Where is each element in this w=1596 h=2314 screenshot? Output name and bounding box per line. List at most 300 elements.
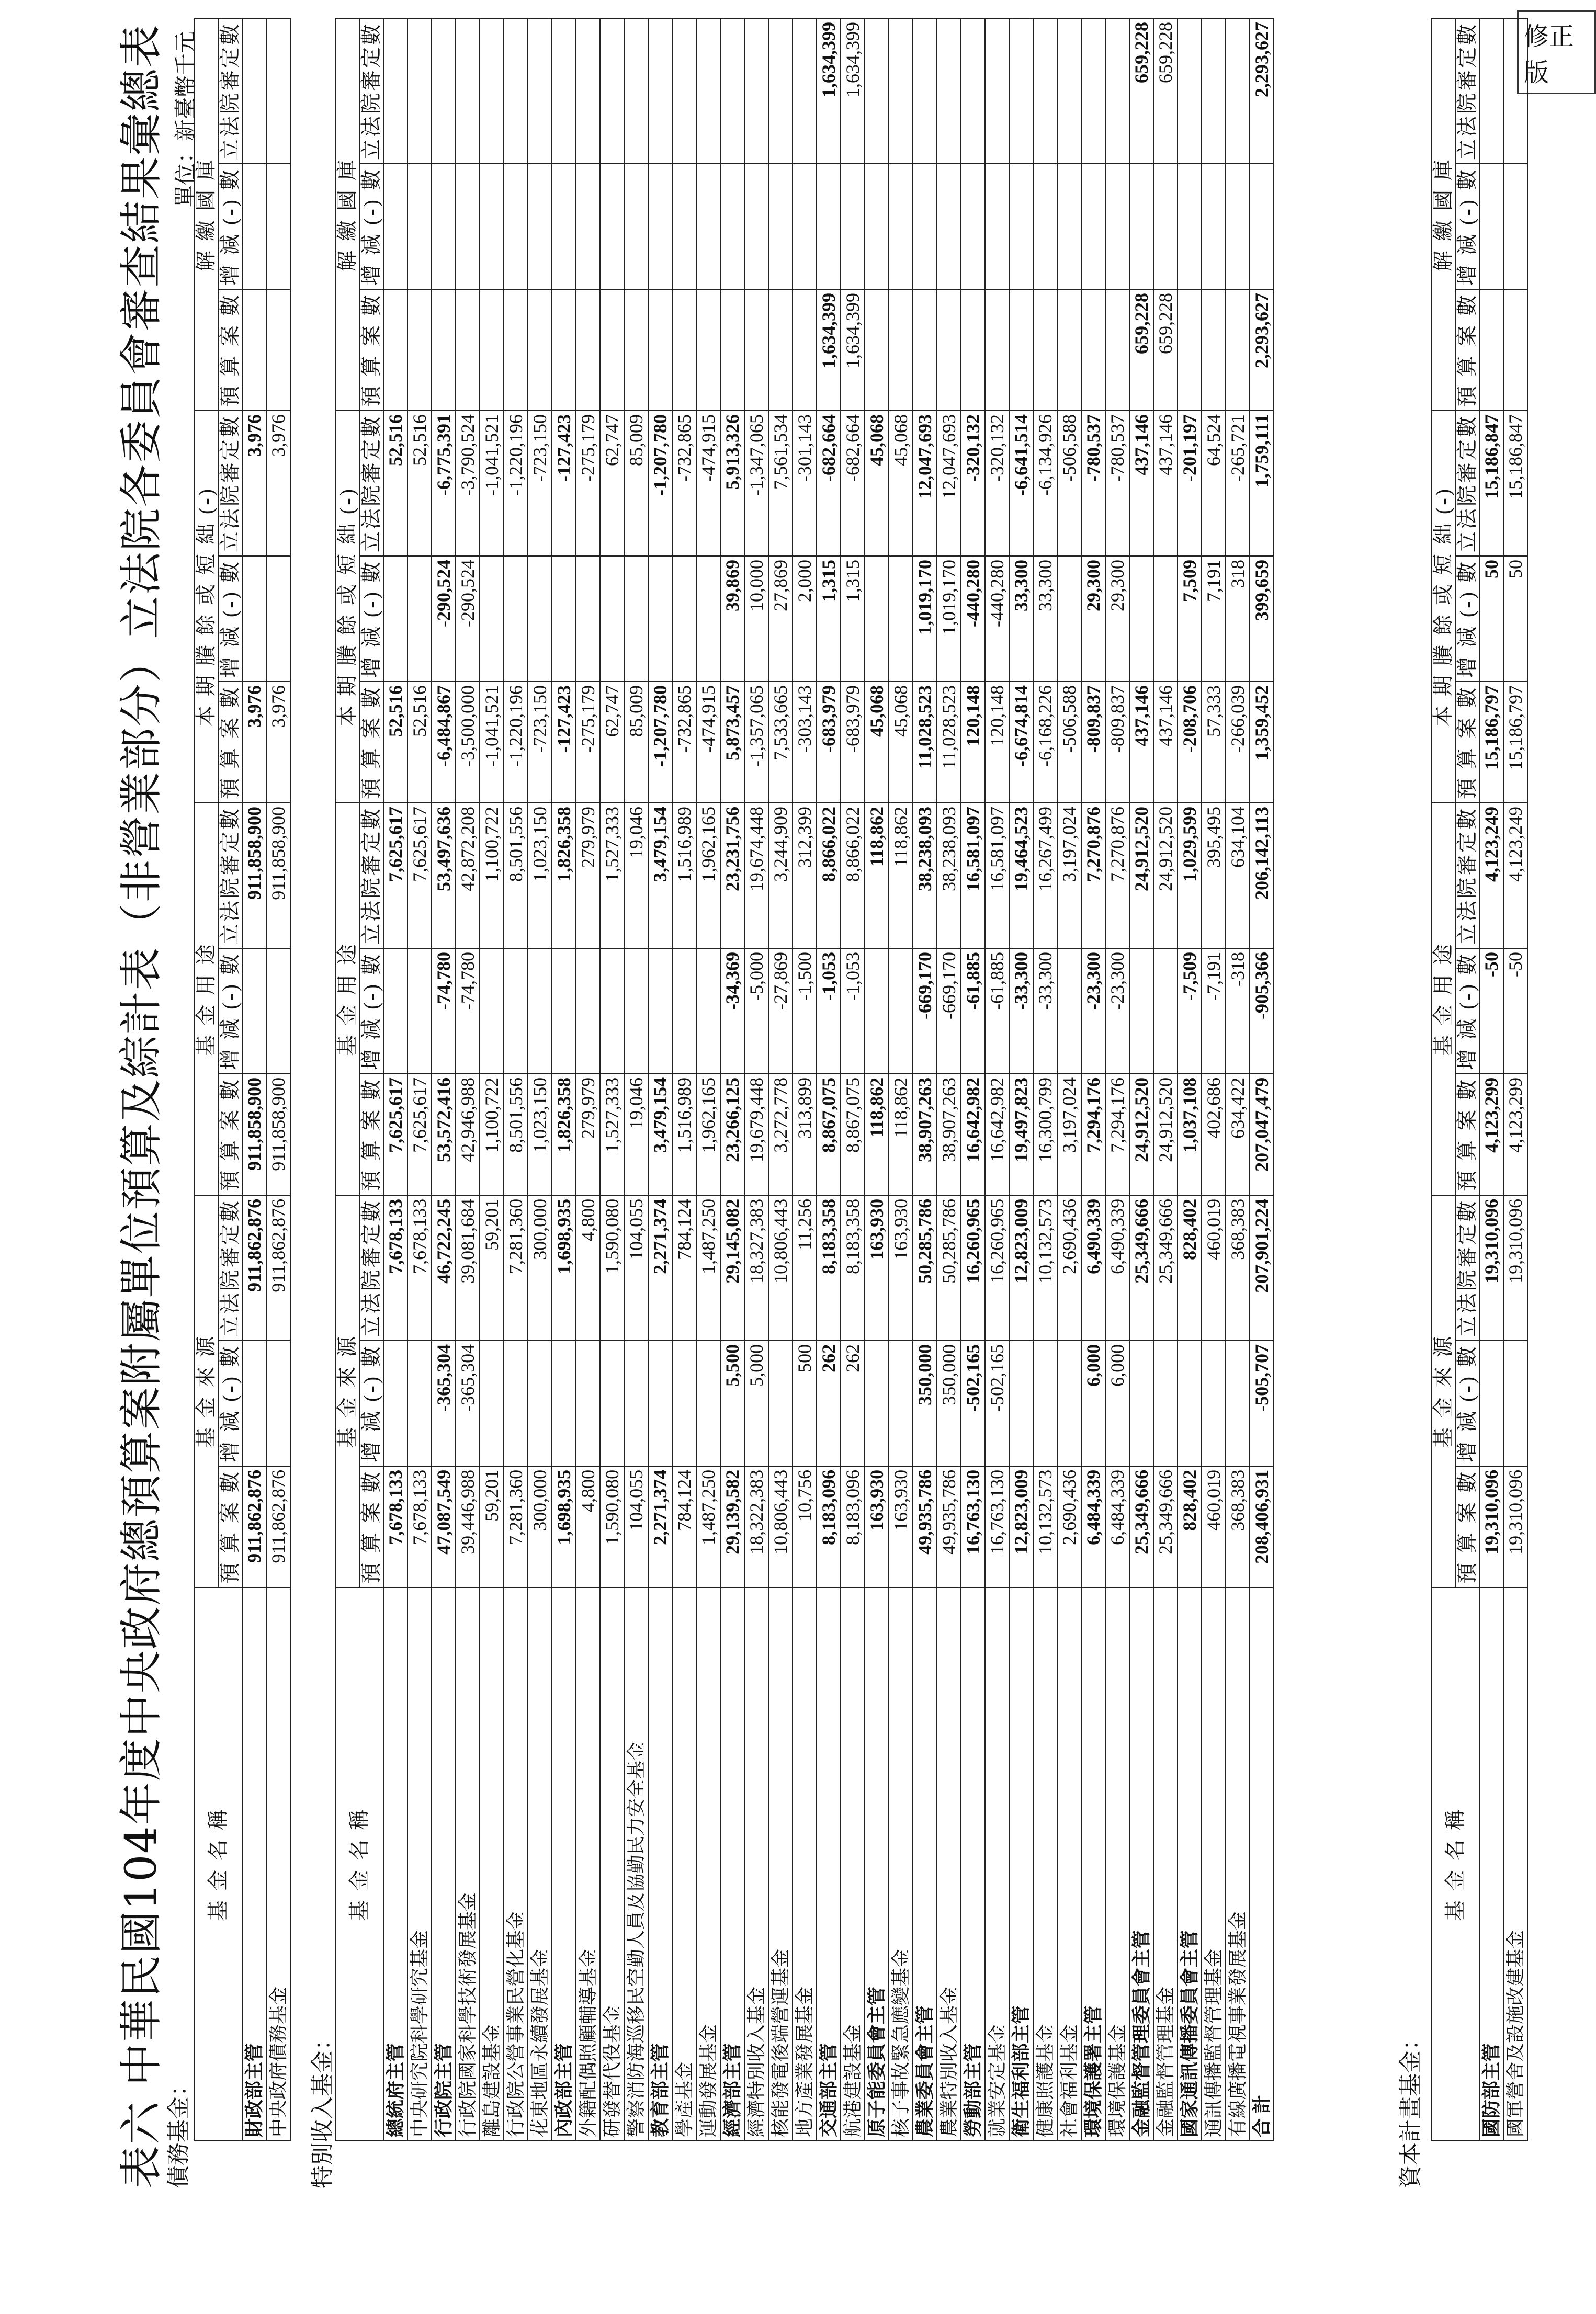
value-cell: 1,698,935	[552, 1195, 576, 1341]
header-source: 基 金 來 源	[335, 1195, 359, 1587]
value-cell: 911,862,876	[242, 1195, 266, 1341]
header-fund-name: 基 金 名 稱	[1431, 1587, 1479, 2141]
value-cell	[480, 289, 504, 411]
header-sub-remit-0: 預 算 案 數	[1455, 289, 1479, 411]
header-sub-use-0: 預 算 案 數	[359, 1074, 383, 1195]
table-row	[913, 18, 937, 2141]
table-row	[696, 18, 720, 2141]
value-cell: 7,625,617	[383, 803, 408, 948]
value-cell	[1033, 164, 1057, 289]
value-cell: 118,862	[865, 803, 889, 948]
value-cell	[624, 18, 648, 164]
value-cell: 64,524	[1202, 411, 1226, 556]
value-cell: 3,479,154	[648, 1074, 672, 1195]
value-cell	[480, 948, 504, 1074]
header-sub-source-2: 立法院審定數	[218, 1195, 242, 1341]
value-cell	[913, 164, 937, 289]
value-cell	[865, 18, 889, 164]
value-cell	[504, 556, 528, 682]
value-cell: -6,168,226	[1033, 682, 1057, 803]
value-cell: 6,000	[1081, 1341, 1105, 1466]
table-row	[720, 18, 744, 2141]
value-cell: 38,907,263	[913, 1074, 937, 1195]
value-cell: -290,524	[456, 556, 480, 682]
value-cell: 7,678,133	[383, 1466, 408, 1587]
value-cell: 3,976	[266, 682, 290, 803]
value-cell: 634,422	[1226, 1074, 1250, 1195]
value-cell	[865, 556, 889, 682]
value-cell: 208,406,931	[1250, 1466, 1274, 1587]
value-cell: -34,369	[720, 948, 744, 1074]
value-cell: 8,866,022	[841, 803, 865, 948]
value-cell: 1,634,399	[817, 18, 841, 164]
value-cell: 460,019	[1202, 1466, 1226, 1587]
value-cell: 2,271,374	[648, 1466, 672, 1587]
value-cell: 10,806,443	[768, 1466, 793, 1587]
value-cell: 6,484,339	[1105, 1466, 1129, 1587]
value-cell	[1226, 1341, 1250, 1466]
value-cell: 50,285,786	[937, 1195, 961, 1341]
value-cell: 38,238,093	[913, 803, 937, 948]
value-cell: -290,524	[432, 556, 456, 682]
value-cell	[889, 948, 913, 1074]
value-cell	[528, 18, 552, 164]
header-sub-surplus-2: 立法院審定數	[1455, 411, 1479, 556]
value-cell	[817, 164, 841, 289]
value-cell: 118,862	[889, 1074, 913, 1195]
value-cell	[1105, 289, 1129, 411]
value-cell: -365,304	[456, 1341, 480, 1466]
value-cell	[1503, 1341, 1527, 1466]
value-cell: 42,872,208	[456, 803, 480, 948]
value-cell: 12,823,009	[1009, 1466, 1033, 1587]
value-cell	[1033, 289, 1057, 411]
value-cell: 39,869	[720, 556, 744, 682]
fund-name-cell: 核能發電後端營運基金	[768, 1587, 793, 2141]
value-cell	[242, 1341, 266, 1466]
value-cell	[600, 1341, 624, 1466]
fund-name-cell: 健康照護基金	[1033, 1587, 1057, 2141]
header-sub-use-0: 預 算 案 數	[1455, 1074, 1479, 1195]
fund-name-cell: 經濟特別收入基金	[744, 1587, 768, 2141]
value-cell: 1,634,399	[841, 289, 865, 411]
value-cell: -809,837	[1105, 682, 1129, 803]
value-cell	[1057, 948, 1081, 1074]
value-cell	[1057, 164, 1081, 289]
table-row	[793, 18, 817, 2141]
value-cell	[576, 18, 600, 164]
value-cell	[266, 1341, 290, 1466]
value-cell: 4,800	[576, 1195, 600, 1341]
value-cell: 45,068	[889, 682, 913, 803]
header-sub-surplus-1: 增 減 (-) 數	[359, 556, 383, 682]
value-cell: 1,315	[841, 556, 865, 682]
value-cell: 50,285,786	[913, 1195, 937, 1341]
table-row	[600, 18, 624, 2141]
header-sub-remit-2: 立法院審定數	[218, 18, 242, 164]
fund-name-cell: 外籍配偶照顧輔導基金	[576, 1587, 600, 2141]
fund-name-cell: 社會福利基金	[1057, 1587, 1081, 2141]
value-cell	[720, 18, 744, 164]
header-sub-remit-0: 預 算 案 數	[359, 289, 383, 411]
value-cell	[696, 289, 720, 411]
value-cell	[865, 1341, 889, 1466]
value-cell	[266, 18, 290, 164]
value-cell: 15,186,847	[1479, 411, 1503, 556]
value-cell: -320,132	[961, 411, 985, 556]
value-cell	[266, 289, 290, 411]
value-cell: 45,068	[865, 682, 889, 803]
value-cell: 206,142,113	[1250, 803, 1274, 948]
value-cell	[768, 1341, 793, 1466]
value-cell: 19,310,096	[1503, 1195, 1527, 1341]
value-cell: 1,826,358	[552, 803, 576, 948]
value-cell: 52,516	[408, 411, 432, 556]
value-cell	[600, 948, 624, 1074]
value-cell	[937, 18, 961, 164]
value-cell: -301,143	[793, 411, 817, 556]
value-cell: -669,170	[913, 948, 937, 1074]
fund-name-cell: 教育部主管	[648, 1587, 672, 2141]
value-cell	[937, 289, 961, 411]
header-sub-remit-2: 立法院審定數	[1455, 18, 1479, 164]
value-cell	[383, 289, 408, 411]
value-cell	[480, 1341, 504, 1466]
value-cell	[1178, 164, 1202, 289]
table-row	[817, 18, 841, 2141]
value-cell	[552, 18, 576, 164]
header-sub-source-2: 立法院審定數	[359, 1195, 383, 1341]
value-cell: 85,009	[624, 411, 648, 556]
value-cell	[1105, 164, 1129, 289]
fund-name-cell: 核子事故緊急應變基金	[889, 1587, 913, 2141]
value-cell: 19,674,448	[744, 803, 768, 948]
fund-name-cell: 農業委員會主管	[913, 1587, 937, 2141]
fund-name-cell: 中央政府債務基金	[266, 1587, 290, 2141]
value-cell: 3,244,909	[768, 803, 793, 948]
value-cell: 8,866,022	[817, 803, 841, 948]
value-cell: -127,423	[552, 682, 576, 803]
value-cell: 59,201	[480, 1195, 504, 1341]
value-cell: 1,359,452	[1250, 682, 1274, 803]
value-cell: -440,280	[985, 556, 1009, 682]
value-cell: -682,664	[841, 411, 865, 556]
value-cell: 1,759,111	[1250, 411, 1274, 556]
value-cell: 163,930	[889, 1466, 913, 1587]
header-sub-source-1: 增 減 (-) 數	[218, 1341, 242, 1466]
header-sub-source-1: 增 減 (-) 數	[359, 1341, 383, 1466]
value-cell: 300,000	[528, 1466, 552, 1587]
value-cell	[985, 164, 1009, 289]
table-row	[1479, 18, 1503, 2141]
value-cell	[1226, 289, 1250, 411]
value-cell	[865, 164, 889, 289]
value-cell	[889, 556, 913, 682]
fund-name-cell: 行政院公營事業民營化基金	[504, 1587, 528, 2141]
section-label-debt: 債務基金：	[165, 2073, 192, 2188]
value-cell: -505,707	[1250, 1341, 1274, 1466]
fund-name-cell: 學產基金	[672, 1587, 696, 2141]
value-cell: 23,231,756	[720, 803, 744, 948]
fund-name-cell: 警察消防海巡移民空勤人員及協勤民力安全基金	[624, 1587, 648, 2141]
value-cell	[1129, 948, 1153, 1074]
value-cell	[242, 289, 266, 411]
value-cell	[648, 1341, 672, 1466]
value-cell: 8,501,556	[504, 803, 528, 948]
value-cell: 2,271,374	[648, 1195, 672, 1341]
value-cell: 399,659	[1250, 556, 1274, 682]
value-cell: 38,238,093	[937, 803, 961, 948]
table-row	[383, 18, 408, 2141]
value-cell	[576, 164, 600, 289]
fund-name-cell: 有線廣播電視事業發展基金	[1226, 1587, 1250, 2141]
value-cell: 784,124	[672, 1195, 696, 1341]
value-cell	[1153, 164, 1178, 289]
value-cell: 19,046	[624, 1074, 648, 1195]
value-cell: 163,930	[889, 1195, 913, 1341]
value-cell: -6,674,814	[1009, 682, 1033, 803]
value-cell: 52,516	[408, 682, 432, 803]
table-row	[1250, 18, 1274, 2141]
table-row	[624, 18, 648, 2141]
table-row	[1503, 18, 1527, 2141]
value-cell: 3,197,024	[1057, 1074, 1081, 1195]
value-cell: -318	[1226, 948, 1250, 1074]
header-sub-surplus-0: 預 算 案 數	[218, 682, 242, 803]
value-cell: 163,930	[865, 1466, 889, 1587]
value-cell	[408, 289, 432, 411]
value-cell: -474,915	[696, 682, 720, 803]
value-cell	[889, 164, 913, 289]
header-sub-surplus-2: 立法院審定數	[359, 411, 383, 556]
header-sub-remit-1: 增 減 (-) 數	[218, 164, 242, 289]
value-cell	[624, 289, 648, 411]
value-cell: 16,763,130	[985, 1466, 1009, 1587]
section-label-special: 特別收入基金：	[309, 2027, 336, 2188]
fund-name-cell: 地方產業發展基金	[793, 1587, 817, 2141]
value-cell	[744, 18, 768, 164]
value-cell: 12,047,693	[913, 411, 937, 556]
value-cell: 7,270,876	[1105, 803, 1129, 948]
value-cell: 25,349,666	[1153, 1195, 1178, 1341]
value-cell: 16,581,097	[985, 803, 1009, 948]
header-sub-use-0: 預 算 案 數	[218, 1074, 242, 1195]
value-cell	[504, 289, 528, 411]
header-sub-use-2: 立法院審定數	[218, 803, 242, 948]
value-cell	[624, 556, 648, 682]
fund-name-cell: 金融監督管理委員會主管	[1129, 1587, 1153, 2141]
special-revenue-fund-table	[335, 18, 1274, 2141]
value-cell: -1,207,780	[648, 682, 672, 803]
value-cell	[1202, 289, 1226, 411]
value-cell: 2,293,627	[1250, 289, 1274, 411]
value-cell	[480, 164, 504, 289]
table-row	[242, 18, 266, 2141]
value-cell: -3,790,524	[456, 411, 480, 556]
value-cell: 19,310,096	[1479, 1466, 1503, 1587]
table-row	[408, 18, 432, 2141]
value-cell	[768, 289, 793, 411]
value-cell: 16,260,965	[961, 1195, 985, 1341]
value-cell	[985, 289, 1009, 411]
value-cell: 25,349,666	[1153, 1466, 1178, 1587]
table-row	[1057, 18, 1081, 2141]
value-cell: 104,055	[624, 1466, 648, 1587]
value-cell: 12,047,693	[937, 411, 961, 556]
value-cell: 1,023,150	[528, 803, 552, 948]
value-cell: 29,300	[1081, 556, 1105, 682]
value-cell	[408, 164, 432, 289]
table-row	[456, 18, 480, 2141]
value-cell: 8,183,358	[817, 1195, 841, 1341]
value-cell	[480, 556, 504, 682]
table-row	[1009, 18, 1033, 2141]
value-cell	[552, 1341, 576, 1466]
value-cell: -303,143	[793, 682, 817, 803]
header-sub-source-0: 預 算 案 數	[359, 1466, 383, 1587]
value-cell: -61,885	[961, 948, 985, 1074]
value-cell	[480, 18, 504, 164]
fund-name-cell: 航港建設基金	[841, 1587, 865, 2141]
value-cell: -1,041,521	[480, 682, 504, 803]
value-cell	[1129, 164, 1153, 289]
header-use: 基 金 用 途	[1431, 803, 1455, 1195]
value-cell: 1,019,170	[913, 556, 937, 682]
header-remit: 解 繳 國 庫	[194, 18, 218, 411]
value-cell	[1178, 289, 1202, 411]
value-cell: 3,976	[266, 411, 290, 556]
value-cell	[793, 18, 817, 164]
header-sub-use-2: 立法院審定數	[1455, 803, 1479, 948]
value-cell: 45,068	[889, 411, 913, 556]
value-cell: 53,572,416	[432, 1074, 456, 1195]
value-cell	[1503, 164, 1527, 289]
value-cell	[648, 556, 672, 682]
value-cell	[528, 556, 552, 682]
value-cell: -208,706	[1178, 682, 1202, 803]
value-cell	[408, 948, 432, 1074]
value-cell	[504, 164, 528, 289]
value-cell: 23,266,125	[720, 1074, 744, 1195]
fund-name-cell: 中央研究院科學研究基金	[408, 1587, 432, 2141]
value-cell	[648, 164, 672, 289]
header-source: 基 金 來 源	[1431, 1195, 1455, 1587]
value-cell	[576, 289, 600, 411]
value-cell: 52,516	[383, 411, 408, 556]
value-cell: 1,487,250	[696, 1466, 720, 1587]
value-cell: 1,698,935	[552, 1466, 576, 1587]
fund-name-cell: 研發替代役基金	[600, 1587, 624, 2141]
value-cell: 2,000	[793, 556, 817, 682]
fund-name-cell: 財政部主管	[242, 1587, 266, 2141]
value-cell: 437,146	[1153, 682, 1178, 803]
value-cell: 10,000	[744, 556, 768, 682]
table-row	[889, 18, 913, 2141]
value-cell	[504, 18, 528, 164]
value-cell: -320,132	[985, 411, 1009, 556]
value-cell	[456, 18, 480, 164]
value-cell: 25,349,666	[1129, 1195, 1153, 1341]
value-cell: 85,009	[624, 682, 648, 803]
value-cell	[1105, 18, 1129, 164]
value-cell	[672, 948, 696, 1074]
value-cell: 120,148	[985, 682, 1009, 803]
value-cell: 4,123,249	[1503, 803, 1527, 948]
value-cell: 10,756	[793, 1466, 817, 1587]
header-sub-use-1: 增 減 (-) 數	[359, 948, 383, 1074]
value-cell	[1153, 1341, 1178, 1466]
value-cell: 350,000	[913, 1341, 937, 1466]
value-cell: 7,191	[1202, 556, 1226, 682]
value-cell: 8,183,096	[817, 1466, 841, 1587]
header-sub-source-2: 立法院審定數	[1455, 1195, 1479, 1341]
value-cell: -6,134,926	[1033, 411, 1057, 556]
value-cell: 2,690,436	[1057, 1195, 1081, 1341]
value-cell	[1009, 1341, 1033, 1466]
value-cell	[696, 948, 720, 1074]
value-cell: 1,634,399	[841, 18, 865, 164]
value-cell: 279,979	[576, 1074, 600, 1195]
value-cell: 437,146	[1129, 411, 1153, 556]
fund-name-cell: 原子能委員會主管	[865, 1587, 889, 2141]
value-cell: 1,487,250	[696, 1195, 720, 1341]
value-cell: 207,047,479	[1250, 1074, 1274, 1195]
value-cell: 19,497,823	[1009, 1074, 1033, 1195]
value-cell: -61,885	[985, 948, 1009, 1074]
value-cell: 16,267,499	[1033, 803, 1057, 948]
value-cell	[1033, 1341, 1057, 1466]
value-cell: -502,165	[961, 1341, 985, 1466]
value-cell	[696, 18, 720, 164]
value-cell	[576, 948, 600, 1074]
value-cell: 39,446,988	[456, 1466, 480, 1587]
value-cell	[624, 164, 648, 289]
value-cell: 784,124	[672, 1466, 696, 1587]
value-cell: -474,915	[696, 411, 720, 556]
value-cell: 47,087,549	[432, 1466, 456, 1587]
value-cell	[1057, 556, 1081, 682]
fund-name-cell: 交通部主管	[817, 1587, 841, 2141]
value-cell: 39,081,684	[456, 1195, 480, 1341]
value-cell: 15,186,797	[1479, 682, 1503, 803]
value-cell: -1,220,196	[504, 682, 528, 803]
value-cell	[696, 556, 720, 682]
value-cell: 368,383	[1226, 1195, 1250, 1341]
header-sub-surplus-2: 立法院審定數	[218, 411, 242, 556]
value-cell: 1,100,722	[480, 1074, 504, 1195]
value-cell: 7,270,876	[1081, 803, 1105, 948]
value-cell: 118,862	[865, 1074, 889, 1195]
value-cell: 59,201	[480, 1466, 504, 1587]
value-cell: 118,862	[889, 803, 913, 948]
value-cell: 1,019,170	[937, 556, 961, 682]
value-cell	[242, 18, 266, 164]
header-sub-source-1: 增 減 (-) 數	[1455, 1341, 1479, 1466]
value-cell: 11,028,523	[913, 682, 937, 803]
value-cell	[1057, 18, 1081, 164]
value-cell: 911,862,876	[266, 1466, 290, 1587]
value-cell: -723,150	[528, 682, 552, 803]
fund-name-cell: 農業特別收入基金	[937, 1587, 961, 2141]
value-cell: 19,046	[624, 803, 648, 948]
value-cell	[528, 1341, 552, 1466]
value-cell	[1081, 164, 1105, 289]
value-cell: -33,300	[1033, 948, 1057, 1074]
value-cell: 19,464,523	[1009, 803, 1033, 948]
fund-name-cell: 就業安定基金	[985, 1587, 1009, 2141]
value-cell: 10,132,573	[1033, 1195, 1057, 1341]
value-cell: 3,976	[242, 682, 266, 803]
